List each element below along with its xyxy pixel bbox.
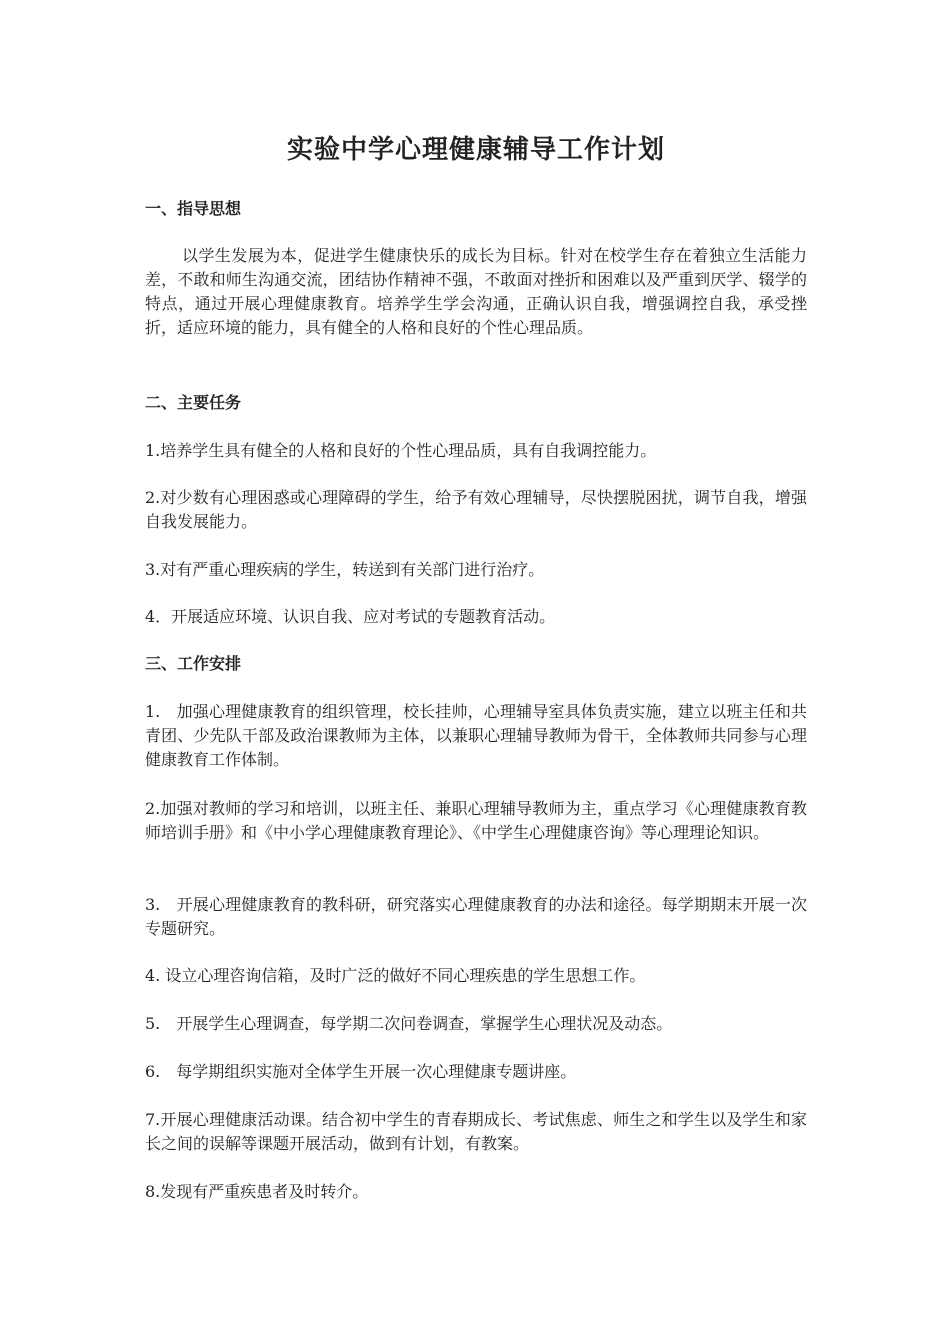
main-task-item-2: 2.对少数有心理困惑或心理障碍的学生，给予有效心理辅导，尽快摆脱困扰，调节自我，增强自我发展能力。 <box>145 488 807 531</box>
work-arrangement-item-3: 3. 开展心理健康教育的教科研，研究落实心理健康教育的办法和途径。每学期期末开展一次专题研究。 <box>145 895 807 938</box>
work-arrangement-item-6: 6. 每学期组织实施对全体学生开展一次心理健康专题讲座。 <box>145 1062 577 1081</box>
section-heading-work-arrangements: 三、工作安排 <box>145 654 242 673</box>
main-task-item-1: 1.培养学生具有健全的人格和良好的个性心理品质，具有自我调控能力。 <box>145 441 657 460</box>
main-task-item-4: 4．开展适应环境、认识自我、应对考试的专题教育活动。 <box>145 607 556 626</box>
work-arrangement-item-4: 4. 设立心理咨询信箱，及时广泛的做好不同心理疾患的学生思想工作。 <box>145 966 646 985</box>
section-heading-guiding-ideology: 一、指导思想 <box>145 199 242 218</box>
work-arrangement-item-2: 2.加强对教师的学习和培训，以班主任、兼职心理辅导教师为主，重点学习《心理健康教育教师培训手册》和《中小学心理健康教育理论》、《中学生心理健康咨询》等心理理论知识。 <box>145 799 807 842</box>
work-arrangement-item-8: 8.发现有严重疾患者及时转介。 <box>145 1182 369 1201</box>
main-task-item-3: 3.对有严重心理疾病的学生，转送到有关部门进行治疗。 <box>145 560 545 579</box>
section-heading-main-tasks: 二、主要任务 <box>145 393 242 412</box>
work-arrangement-item-5: 5. 开展学生心理调查，每学期二次问卷调查，掌握学生心理状况及动态。 <box>145 1014 673 1033</box>
document-title: 实验中学心理健康辅导工作计划 <box>286 135 665 165</box>
work-arrangement-item-1: 1. 加强心理健康教育的组织管理，校长挂帅，心理辅导室具体负责实施，建立以班主任和共青团、少先队干部及政治课教师为主体，以兼职心理辅导教师为骨干，全体教师共同参与心理健康教育工作体制。 <box>145 702 807 769</box>
guiding-ideology-paragraph: 以学生发展为本，促进学生健康快乐的成长为目标。针对在校学生存在着独立生活能力差，不敢和师生沟通交流，团结协作精神不强，不敢面对挫折和困难以及严重到厌学、辍学的特点，通过开展心理健康教育。培养学生学会沟通，正确认识自我，增强调控自我，承受挫折，适应环境的能力，具有健全的人格和良好的个性心理品质。 <box>145 246 807 337</box>
work-arrangement-item-7: 7.开展心理健康活动课。结合初中学生的青春期成长、考试焦虑、师生之和学生以及学生和家长之间的误解等课题开展活动，做到有计划，有教案。 <box>145 1110 807 1153</box>
